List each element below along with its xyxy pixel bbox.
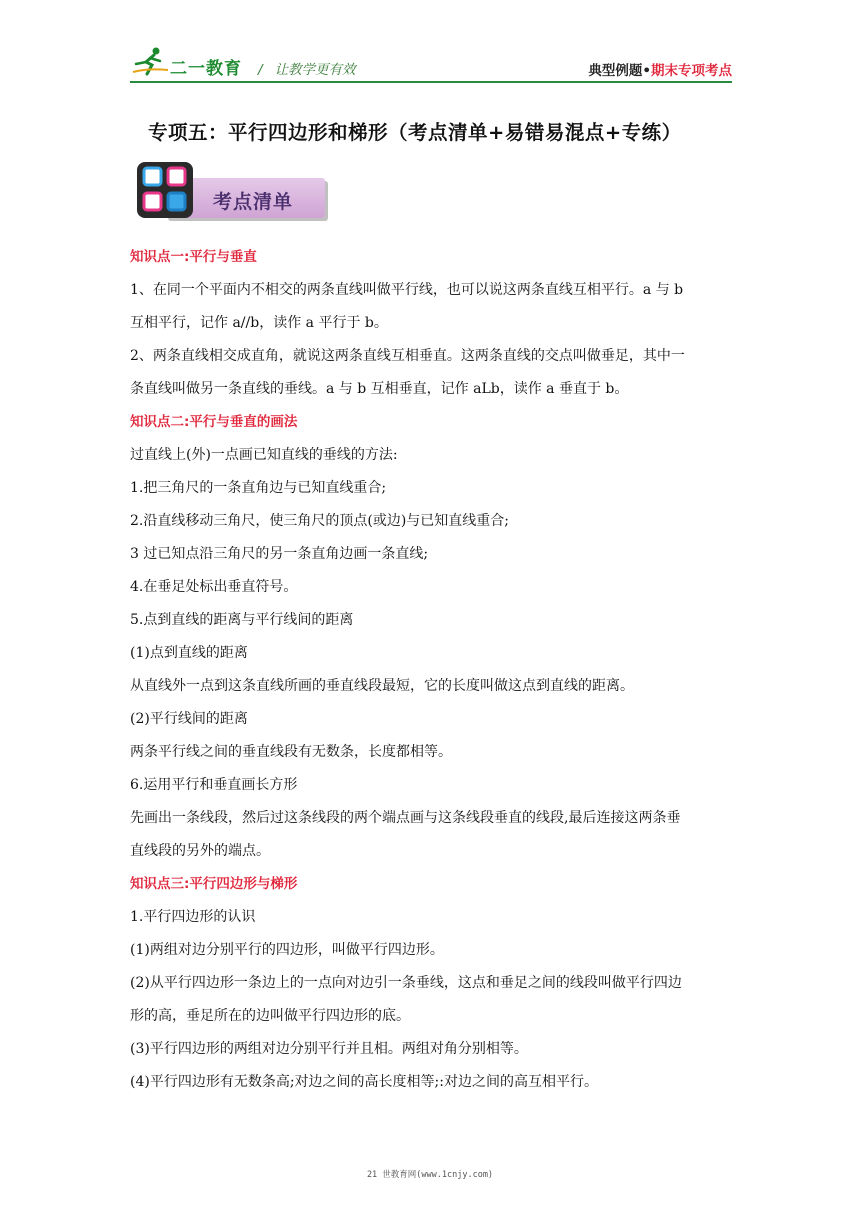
paragraph-line: 两条平行线之间的垂直线段有无数条，长度都相等。 [130,744,452,760]
header-category-prefix: 典型例题• [588,63,651,79]
section-heading: 知识点三:平行四边形与梯形 [130,876,298,892]
content-body [130,246,730,1104]
paragraph-line: 6.运用平行和垂直画长方形 [130,777,298,793]
slogan-slash: / [258,62,263,78]
paragraph-line: 从直线外一点到这条直线所画的垂直线段最短，它的长度叫做这点到直线的距离。 [130,678,634,694]
paragraph-line: 4.在垂足处标出垂直符号。 [130,579,298,595]
slogan-text: 让教学更有效 [274,62,356,78]
paragraph-line: (3)平行四边形的两组对边分别平行并且相。两组对角分别相等。 [130,1041,528,1057]
paragraph-line: 5.点到直线的距离与平行线间的距离 [130,612,354,628]
paragraph-line: (2)平行线间的距离 [130,711,248,727]
paragraph-line: (1)两组对边分别平行的四边形，叫做平行四边形。 [130,942,444,958]
paragraph-line: 直线段的另外的端点。 [130,843,270,859]
paragraph-line: 1、在同一个平面内不相交的两条直线叫做平行线，也可以说这两条直线互相平行。a 与 b [130,282,684,298]
paragraph-line: (4)平行四边形有无数条高;对边之间的高长度相等;:对边之间的高互相平行。 [130,1074,598,1090]
paragraph-line: 过直线上(外)一点画已知直线的垂线的方法: [130,447,398,463]
banner-label: 考点清单 [213,191,294,213]
section-heading: 知识点一:平行与垂直 [130,249,257,265]
header-category [588,59,732,79]
paragraph-line: 互相平行，记作 a//b，读作 a 平行于 b。 [130,315,388,331]
paragraph-line: (1)点到直线的距离 [130,645,248,661]
paragraph-line: 1.把三角尺的一条直角边与已知直线重合; [130,480,387,496]
header-divider [130,81,732,83]
slogan [258,58,356,78]
paragraph-line: 1.平行四边形的认识 [130,909,256,925]
paragraph-line: 先画出一条线段，然后过这条线段的两个端点画与这条线段垂直的线段,最后连接这两条垂 [130,810,681,826]
header-category-accent: 期末专项考点 [651,63,732,79]
page-title: 专项五：平行四边形和梯形（考点清单+易错易混点+专练） [148,121,682,144]
paragraph-line: 条直线叫做另一条直线的垂线。a 与 b 互相垂直，记作 aLb，读作 a 垂直于 b。 [130,381,629,397]
page-footer: 21 世教育网(www.1cnjy.com) [366,1170,494,1180]
section-banner [135,160,325,222]
paragraph-line: 2、两条直线相交成直角，就说这两条直线互相垂直。这两条直线的交点叫做垂足，其中一 [130,348,685,364]
page-header [130,44,732,84]
paragraph-line: 3 过已知点沿三角尺的另一条直角边画一条直线; [130,546,429,562]
section-heading: 知识点二:平行与垂直的画法 [130,414,298,430]
logo-text: 二一教育 [170,59,242,79]
paragraph-line: 形的高，垂足所在的边叫做平行四边形的底。 [130,1008,410,1024]
paragraph-line: (2)从平行四边形一条边上的一点向对边引一条垂线，这点和垂足之间的线段叫做平行四边 [130,975,682,991]
runner-logo-icon [130,46,170,76]
logo [130,44,250,78]
grid-squares-icon [135,160,195,220]
paragraph-line: 2.沿直线移动三角尺，使三角尺的顶点(或边)与已知直线重合; [130,513,509,529]
